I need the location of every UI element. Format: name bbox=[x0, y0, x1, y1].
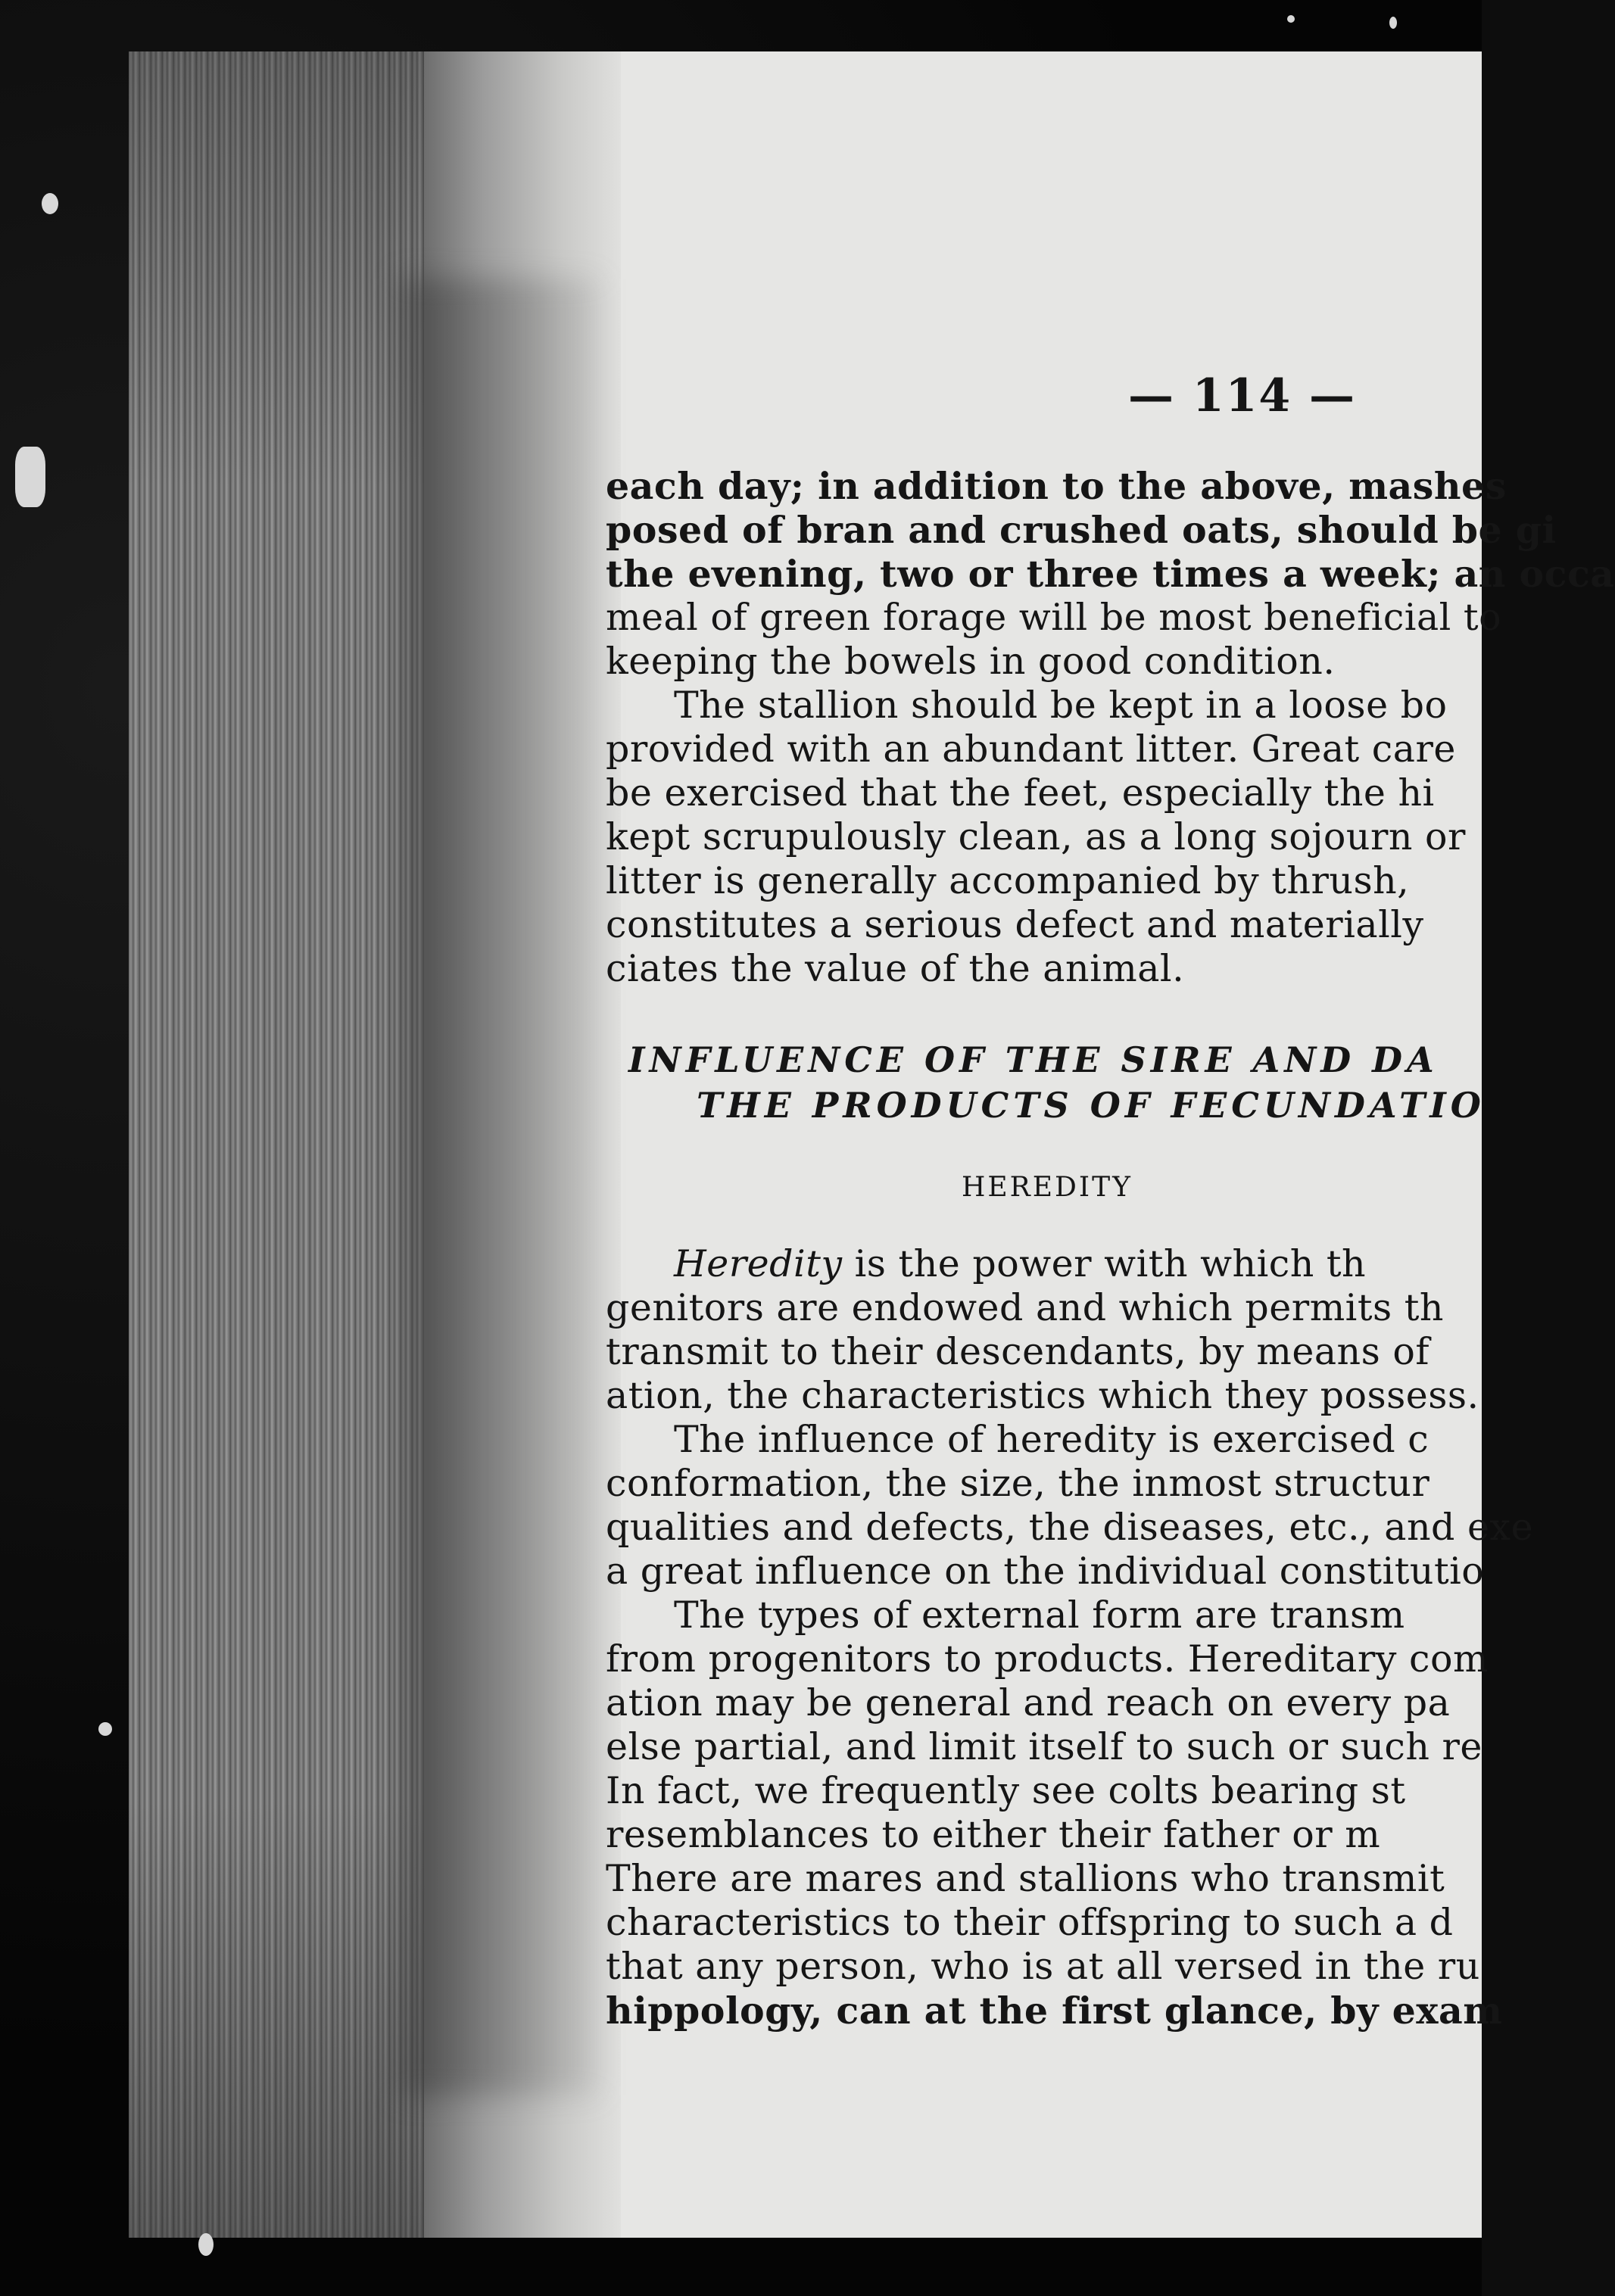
text-line: a great influence on the individual constitutio bbox=[606, 1550, 1485, 1593]
page-stain bbox=[401, 279, 598, 2095]
text-line: characteristics to their offspring to such a d bbox=[606, 1901, 1454, 1944]
speck bbox=[98, 1722, 112, 1736]
page-text bbox=[606, 51, 1615, 2238]
text-line: conformation, the size, the inmost structur bbox=[606, 1462, 1430, 1505]
speck bbox=[15, 447, 45, 507]
text-line: resemblances to either their father or m bbox=[606, 1813, 1381, 1856]
text-line: ation may be general and reach on every pa bbox=[606, 1681, 1451, 1724]
section-heading-line1: INFLUENCE OF THE SIRE AND DA bbox=[628, 1039, 1439, 1080]
text-line: each day; in addition to the above, mashes bbox=[606, 464, 1507, 508]
text-line: meal of green forage will be most beneficial to bbox=[606, 596, 1502, 639]
speck bbox=[1389, 17, 1397, 29]
text-line: qualities and defects, the diseases, etc., and exe bbox=[606, 1506, 1534, 1549]
text-line: provided with an abundant litter. Great care bbox=[606, 727, 1456, 771]
book-page bbox=[129, 51, 1615, 2238]
text-line: kept scrupulously clean, as a long sojourn or bbox=[606, 815, 1466, 858]
text-line: keeping the bowels in good condition. bbox=[606, 640, 1336, 683]
speck bbox=[198, 2233, 214, 2256]
text-line: constitutes a serious defect and materially bbox=[606, 903, 1424, 946]
text-line: The types of external form are transm bbox=[674, 1593, 1405, 1637]
text-span: is the power with which th bbox=[842, 1242, 1367, 1285]
section-heading-line2: THE PRODUCTS OF FECUNDATIO bbox=[697, 1085, 1486, 1126]
speck bbox=[42, 193, 58, 214]
text-line: the evening, two or three times a week; an occa bbox=[606, 552, 1615, 596]
text-line: else partial, and limit itself to such or such re bbox=[606, 1725, 1482, 1768]
text-line: posed of bran and crushed oats, should be gi bbox=[606, 508, 1557, 552]
text-line: transmit to their descendants, by means of bbox=[606, 1330, 1429, 1373]
speck bbox=[1287, 15, 1295, 23]
text-line: genitors are endowed and which permits th bbox=[606, 1286, 1444, 1329]
text-line: The influence of heredity is exercised c bbox=[674, 1418, 1429, 1461]
text-line: ciates the value of the animal. bbox=[606, 947, 1185, 990]
text-line: be exercised that the feet, especially the hi bbox=[606, 771, 1435, 815]
text-line: litter is generally accompanied by thrush, bbox=[606, 859, 1410, 902]
text-line: The stallion should be kept in a loose bo bbox=[674, 684, 1448, 727]
text-line: that any person, who is at all versed in the ru bbox=[606, 1945, 1480, 1988]
text-line: In fact, we frequently see colts bearing st bbox=[606, 1769, 1406, 1812]
text-line: There are mares and stallions who transmit bbox=[606, 1857, 1445, 1900]
emphasized-word: Heredity bbox=[674, 1242, 843, 1285]
edge-shadow bbox=[129, 51, 424, 2238]
text-line bbox=[674, 1242, 1366, 1286]
subheading: HEREDITY bbox=[962, 1172, 1133, 1203]
text-line: hippology, can at the first glance, by exam bbox=[606, 1989, 1503, 2033]
page-number: — 114 — bbox=[1128, 369, 1357, 422]
text-line: ation, the characteristics which they possess. bbox=[606, 1374, 1479, 1417]
text-line: from progenitors to products. Hereditary com bbox=[606, 1637, 1489, 1681]
